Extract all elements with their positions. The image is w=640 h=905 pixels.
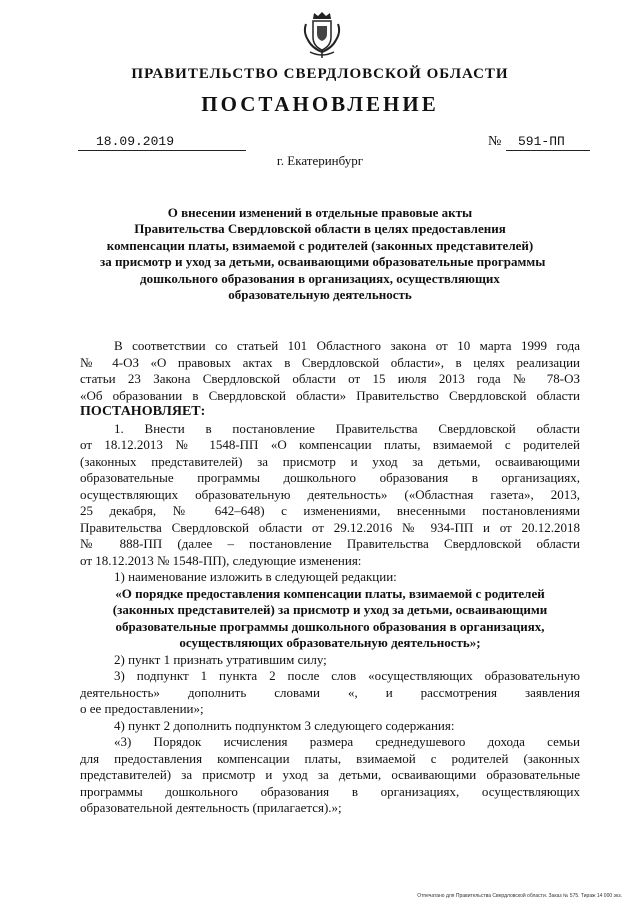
body-line: от 18.12.2013 № 1548-ПП), следующие изменения: — [80, 552, 362, 568]
title-line: компенсации платы, взимаемой с родителей (законных представителей) — [106, 237, 534, 253]
body-line: «Об образовании в Свердловской области» Правительство Свердловской области — [80, 387, 580, 403]
body-line: 3) подпункт 1 пункта 2 после слов «осуществляющих образовательную — [114, 668, 580, 683]
body-line-decrees: ПОСТАНОВЛЯЕТ: — [80, 404, 206, 419]
body-line-new-title: осуществляющих образовательную деятельность»; — [179, 635, 481, 650]
body-line: 4) пункт 2 дополнить подпунктом 3 следующего содержания: — [114, 717, 455, 733]
title-line: за присмотр и уход за детьми, осваивающими образовательные программы — [100, 254, 546, 270]
body-line: № 888-ПП (далее – постановление Правительства Свердловской области — [80, 536, 580, 551]
body-line: (законных представителей) за присмотр и уход за детьми, осваивающими — [80, 453, 580, 469]
title-line: дошкольного образования в организациях, осуществляющих — [140, 270, 500, 286]
body-line: 25 декабря, № 642–648) с изменениями, внесенными постановлениями — [80, 503, 580, 518]
government-name: ПРАВИТЕЛЬСТВО СВЕРДЛОВСКОЙ ОБЛАСТИ — [131, 66, 509, 82]
body-line: для предоставления компенсации платы, взимаемой с родителей (законных — [80, 750, 580, 766]
body-line: деятельность» дополнить словами «, и рассмотрения заявления — [80, 684, 580, 700]
title-line: образовательную деятельность — [228, 287, 412, 303]
title-line: Правительства Свердловской области в целях предоставления — [134, 221, 506, 237]
body-line: № 4-ОЗ «О правовых актах в Свердловской области», в целях реализации — [80, 354, 580, 370]
document-type: ПОСТАНОВЛЕНИЕ — [201, 92, 439, 116]
decree-title — [100, 205, 546, 303]
body-line-new-title: (законных представителей) за присмотр и уход за детьми, осваивающими — [112, 602, 548, 617]
body-line: Правительства Свердловской области от 29.12.2016 № 934-ПП и от 20.12.2018 — [80, 519, 580, 535]
title-line: О внесении изменений в отдельные правовые акты — [167, 205, 473, 220]
sverdlovsk-coat-of-arms-icon — [302, 10, 342, 60]
decree-number: 591-ПП — [506, 134, 590, 151]
body-line: образовательной деятельность (прилагается).»; — [80, 800, 342, 815]
body-line: статьи 23 Закона Свердловской области от 15 июля 2013 года № 78-ОЗ — [80, 371, 580, 386]
decree-body — [80, 338, 580, 817]
body-line: о ее предоставлении»; — [80, 701, 204, 716]
body-line-new-title: «О порядке предоставления компенсации платы, взимаемой с родителей — [115, 585, 545, 601]
number-sign: № — [488, 134, 502, 149]
body-line: образовательные программы дошкольного образования в организациях, — [80, 470, 580, 485]
body-line: представителей) за присмотр и уход за детьми, осваивающими образовательные — [80, 767, 580, 782]
body-line: В соответствии со статьей 101 Областного закона от 10 марта 1999 года — [114, 338, 580, 353]
body-line: от 18.12.2013 № 1548-ПП «О компенсации платы, взимаемой с родителей — [80, 437, 580, 452]
body-line: 1) наименование изложить в следующей редакции: — [114, 569, 397, 584]
body-line: программы дошкольного образования в организациях, осуществляющих — [80, 783, 580, 799]
body-line: 2) пункт 1 признать утратившим силу; — [114, 651, 327, 667]
body-line: «3) Порядок исчисления размера среднедушевого дохода семьи — [114, 734, 580, 749]
print-footer: Отпечатано для Правительства Свердловской области. Заказ № 575. Тираж 14 000 экз. — [417, 893, 622, 899]
city: г. Екатеринбург — [276, 153, 364, 168]
body-line: 1. Внести в постановление Правительства Свердловской области — [114, 420, 580, 436]
body-line: осуществляющих образовательную деятельность» («Областная газета», 2013, — [80, 486, 580, 502]
decree-date: 18.09.2019 — [78, 134, 246, 151]
body-line-new-title: образовательные программы дошкольного образования в организациях, — [115, 618, 545, 634]
